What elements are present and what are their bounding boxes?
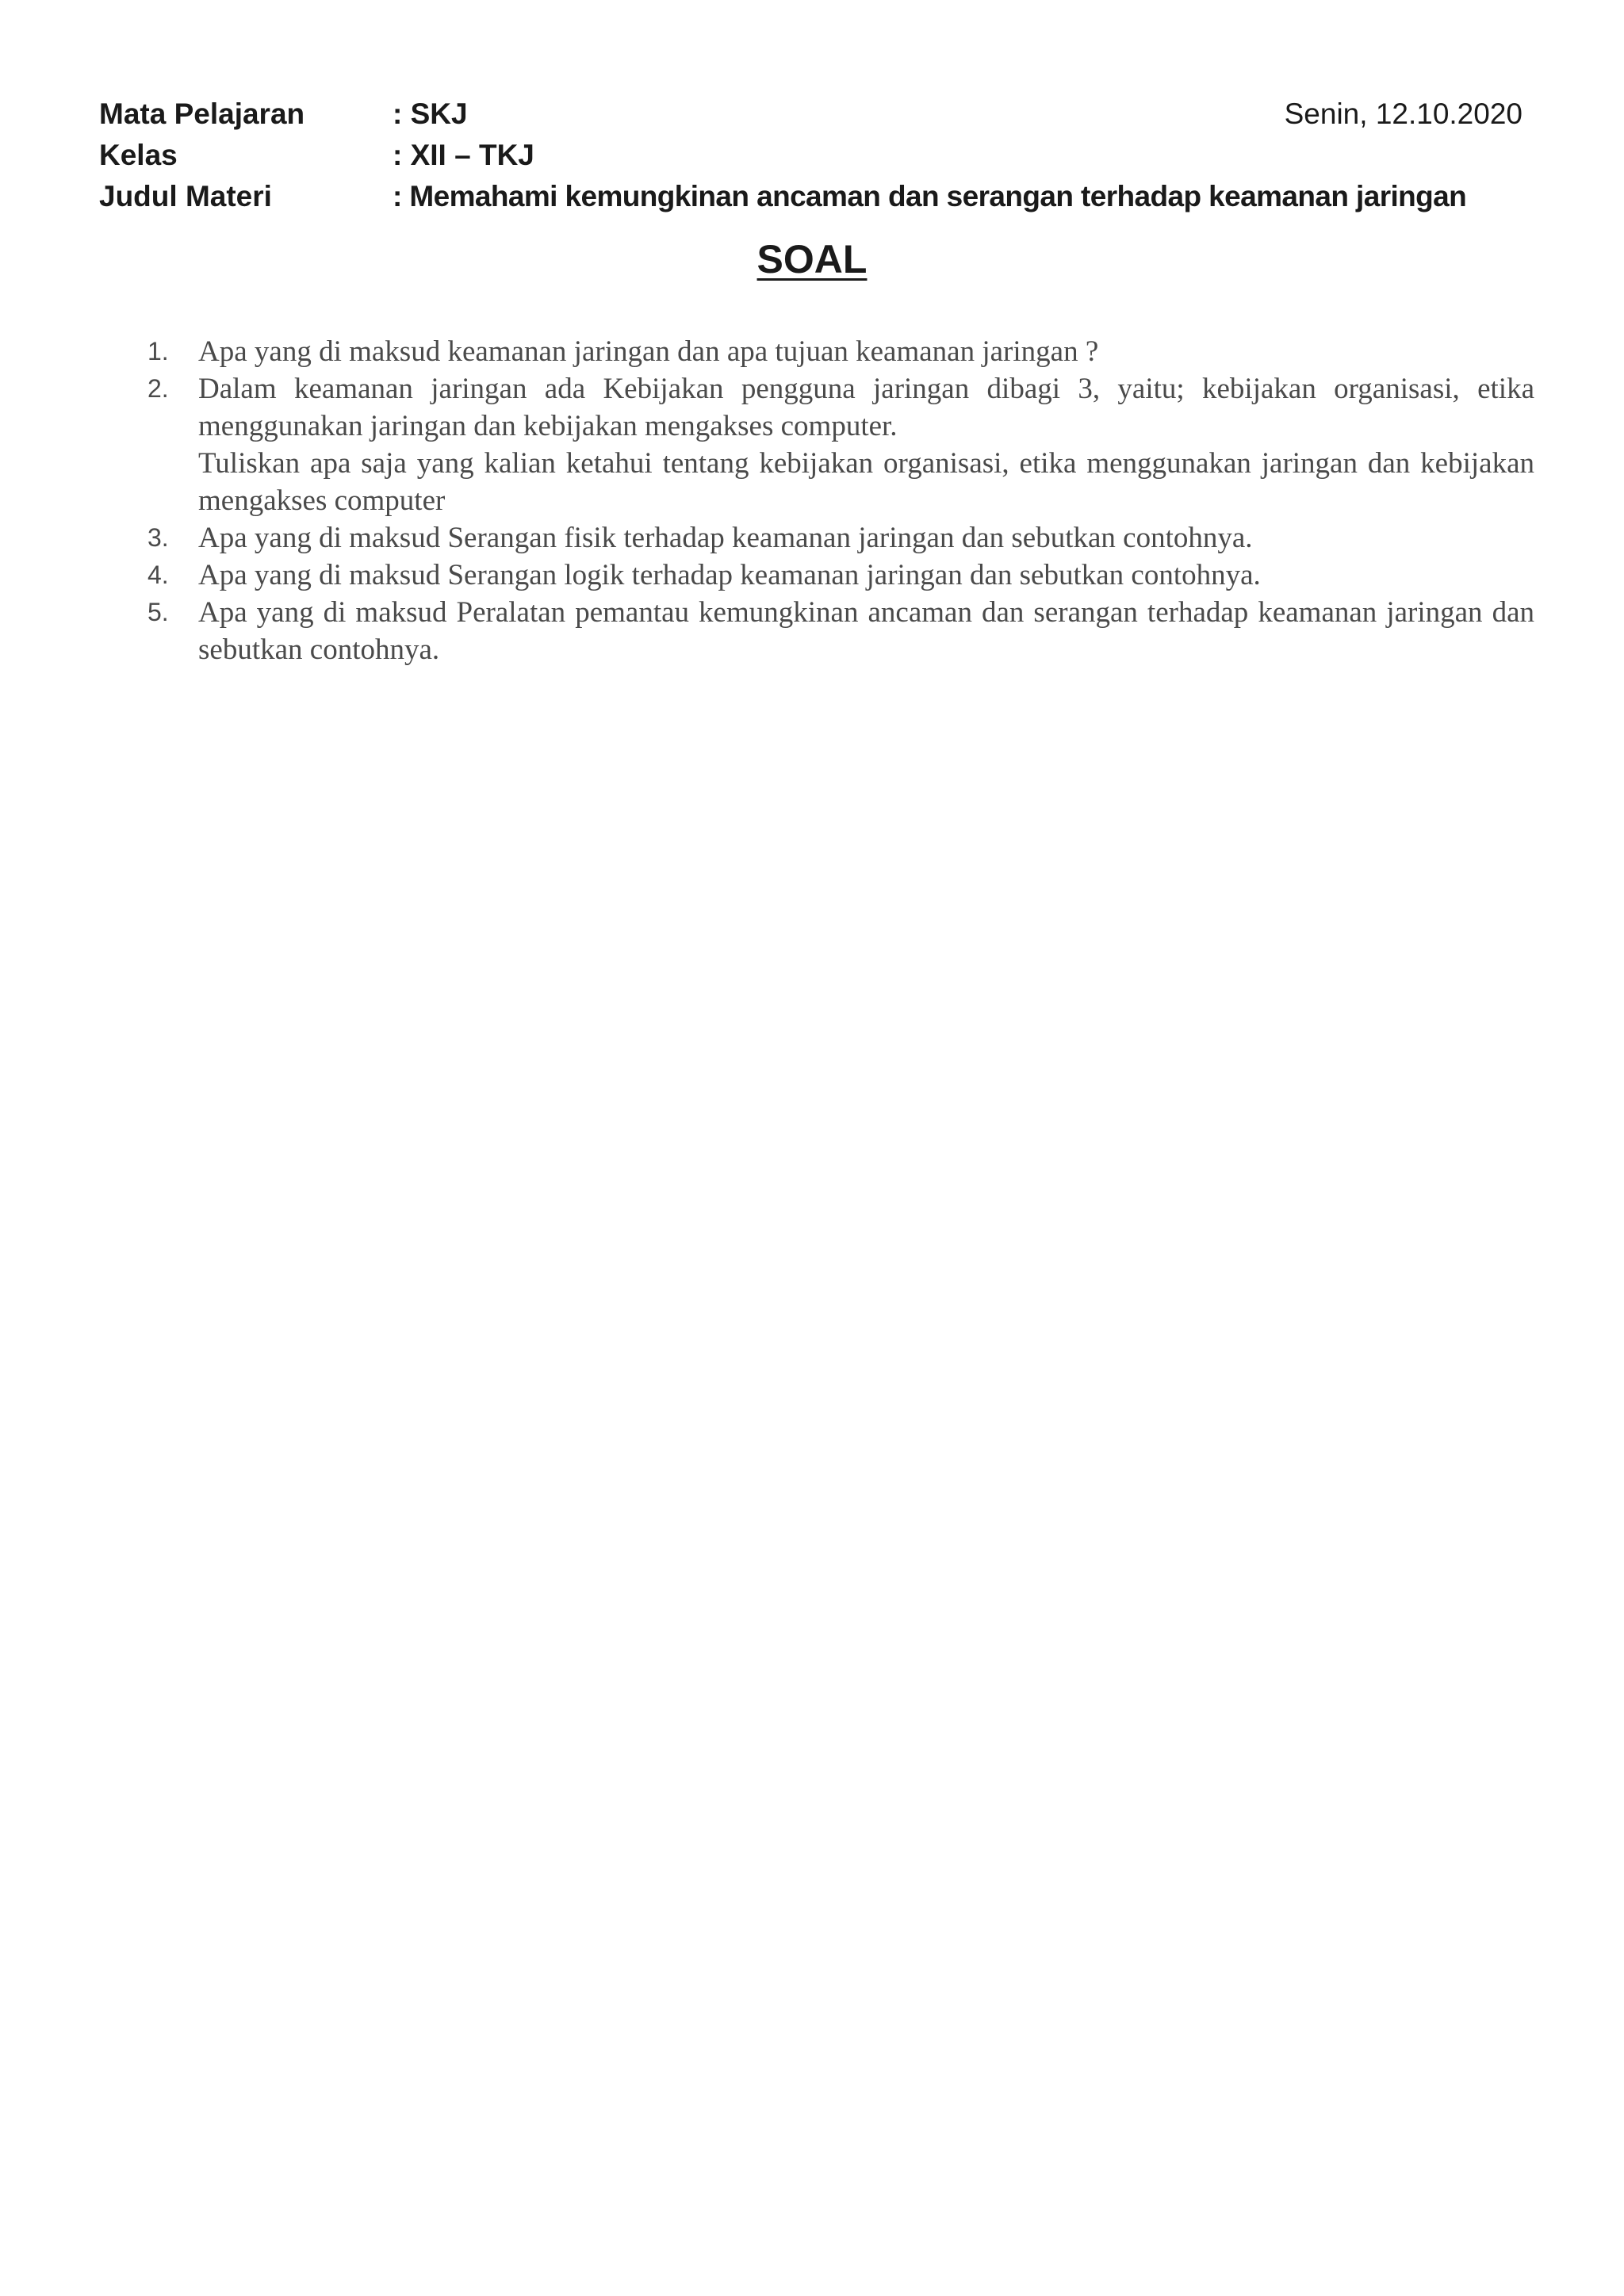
question-text: Apa yang di maksud Serangan fisik terhadap keamanan jaringan dan sebutkan contohnya. (198, 522, 1253, 554)
question-number: 5. (147, 598, 169, 626)
question-number: 2. (147, 374, 169, 403)
subject-value: : SKJ (393, 98, 468, 130)
question-item (143, 557, 1534, 594)
topic-label: Judul Materi (99, 180, 272, 212)
question-item (143, 594, 1534, 668)
date-text: Senin, 12.10.2020 (1284, 98, 1522, 130)
subject-label: Mata Pelajaran (99, 98, 305, 130)
question-subtext: Tuliskan apa saja yang kalian ketahui tentang kebijakan organisasi, etika menggunakan jaringan dan kebijakan mengakses computer (198, 447, 1534, 517)
class-value: : XII – TKJ (393, 139, 534, 171)
header-row-subject (99, 94, 1526, 135)
header-row-class (99, 135, 1526, 176)
topic-value: : Memahami kemungkinan ancaman dan serangan terhadap keamanan jaringan (393, 180, 1467, 212)
page-title: SOAL (756, 237, 868, 281)
question-text: Apa yang di maksud Serangan logik terhadap keamanan jaringan dan sebutkan contohnya. (198, 559, 1261, 591)
question-text: Apa yang di maksud Peralatan pemantau kemungkinan ancaman dan serangan terhadap keamanan jaringan dan sebutkan contohnya. (198, 596, 1534, 666)
class-label: Kelas (99, 139, 178, 171)
question-item (143, 519, 1534, 557)
question-number: 1. (147, 337, 169, 365)
question-text: Dalam keamanan jaringan ada Kebijakan pengguna jaringan dibagi 3, yaitu; kebijakan organisasi, etika menggunakan jaringan dan kebijakan mengakses computer. (198, 373, 1534, 442)
header-row-topic (99, 176, 1526, 217)
question-number: 3. (147, 523, 169, 552)
question-number: 4. (147, 561, 169, 589)
question-list (143, 333, 1534, 668)
question-text: Apa yang di maksud keamanan jaringan dan apa tujuan keamanan jaringan ? (198, 335, 1099, 368)
question-item (143, 333, 1534, 370)
document-header (99, 94, 1526, 217)
question-item (143, 370, 1534, 519)
